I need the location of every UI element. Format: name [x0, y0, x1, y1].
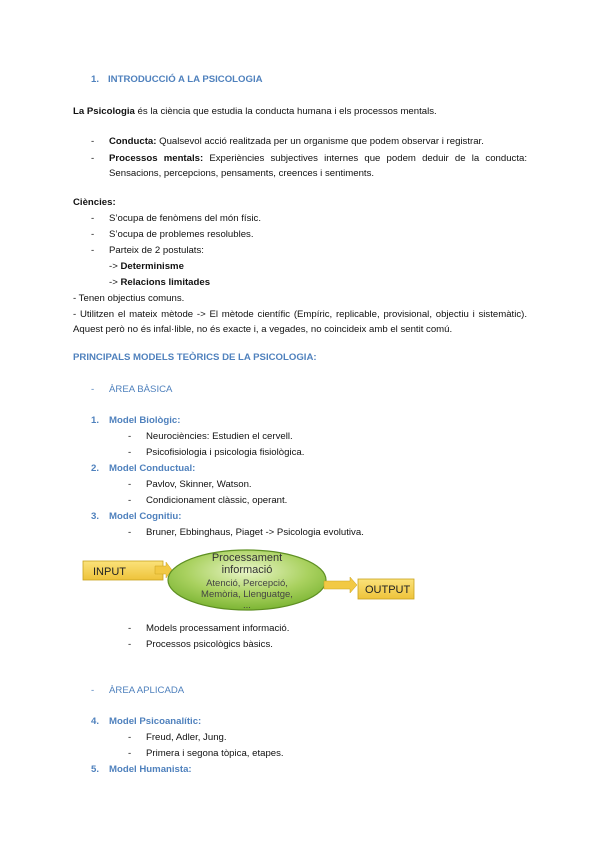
area-aplicada-heading: ÀREA APLICADA [109, 685, 185, 696]
ellipse-sub-line3: ... [243, 600, 251, 611]
page-title: INTRODUCCIÓ A LA PSICOLOGIA [108, 74, 263, 85]
output-label: OUTPUT [365, 584, 411, 596]
definition-term: La Psicologia [73, 106, 135, 117]
bullet-dash: - [128, 748, 132, 759]
model-item: Freud, Adler, Jung. [146, 732, 227, 743]
model-cognitiu-title: Model Cognitiu: [109, 511, 182, 522]
model-item: Condicionament clàssic, operant. [146, 495, 288, 506]
bullet-dash: - [128, 479, 132, 490]
model-item: Psicofisiologia i psicologia fisiològica. [146, 447, 305, 458]
model-item: Models processament informació. [146, 623, 290, 634]
item-text: Experiències subjectives internes que podem deduir de la conducta: [203, 153, 527, 164]
ellipse-title-line2: informació [221, 564, 273, 576]
model-item: Bruner, Ebbinghaus, Piaget -> Psicologia evolutiva. [146, 527, 364, 538]
bullet-dash: - [128, 732, 132, 743]
arrow-icon [324, 577, 357, 593]
ellipse-sub-line1: Atenció, Percepció, [206, 578, 288, 589]
model-humanista-title: Model Humanista: [109, 764, 192, 775]
ellipse-sub-line2: Memòria, Llenguatge, [201, 589, 293, 600]
sciences-item: Parteix de 2 postulats: [109, 245, 204, 256]
model-conductual-title: Model Conductual: [109, 463, 196, 474]
definition-item-continuation: Sensacions, percepcions, pensaments, creences i sentiments. [109, 168, 375, 179]
model-number: 1. [91, 415, 100, 426]
item-term: Processos mentals: [109, 153, 204, 164]
model-item: Primera i segona tòpica, etapes. [146, 748, 284, 759]
sciences-item: S’ocupa de fenòmens del món físic. [109, 213, 261, 224]
model-item: Pavlov, Skinner, Watson. [146, 479, 252, 490]
postulate-arrow: -> [109, 277, 121, 288]
postulate-text: Relacions limitades [120, 277, 211, 288]
model-biologic-title: Model Biològic: [109, 415, 181, 426]
ellipse-title-line1: Processament [211, 552, 283, 564]
bullet-dash: - [128, 495, 132, 506]
sciences-item: S’ocupa de problemes resolubles. [109, 229, 254, 240]
postulate-text: Determinisme [120, 261, 184, 272]
sciences-note: - Tenen objectius comuns. [73, 293, 185, 304]
bullet-dash: - [128, 447, 132, 458]
definition-text: és la ciència que estudia la conducta humana i els processos mentals. [134, 106, 437, 117]
bullet-dash: - [91, 245, 95, 256]
bullet-dash: - [128, 639, 132, 650]
area-basica-heading: ÀREA BÀSICA [109, 384, 173, 395]
model-number: 3. [91, 511, 100, 522]
model-number: 4. [91, 716, 100, 727]
model-number: 2. [91, 463, 100, 474]
model-item: Neurociències: Estudien el cervell. [146, 431, 293, 442]
postulate-arrow: -> [109, 261, 121, 272]
bullet-dash: - [91, 685, 95, 696]
bullet-dash: - [91, 213, 95, 224]
model-item: Processos psicològics bàsics. [146, 639, 273, 650]
model-number: 5. [91, 764, 100, 775]
model-psicoanalitic-title: Model Psicoanalític: [109, 716, 202, 727]
item-term: Conducta: [109, 136, 157, 147]
sciences-note-method: - Utilitzen el mateix mètode -> El mètode científic (Empíric, replicable, provisional, objectiu i sistemàtic). Aquest però no és infal·lible, no és exacte i, a vegades, no coincideix amb el sentit comú. [73, 309, 527, 335]
item-text: Qualsevol acció realitzada per un organisme que podem observar i registrar. [156, 136, 484, 147]
bullet-dash: - [91, 229, 95, 240]
bullet-dash: - [128, 623, 132, 634]
heading-number: 1. [91, 74, 100, 85]
sciences-title: Ciències: [73, 197, 116, 208]
models-heading: PRINCIPALS MODELS TEÒRICS DE LA PSICOLOGIA: [73, 352, 317, 363]
bullet-dash: - [128, 527, 132, 538]
input-label: INPUT [93, 566, 126, 578]
bullet-dash: - [91, 384, 95, 395]
bullet-dash: - [128, 431, 132, 442]
bullet-dash: - [91, 153, 95, 164]
bullet-dash: - [91, 136, 95, 147]
